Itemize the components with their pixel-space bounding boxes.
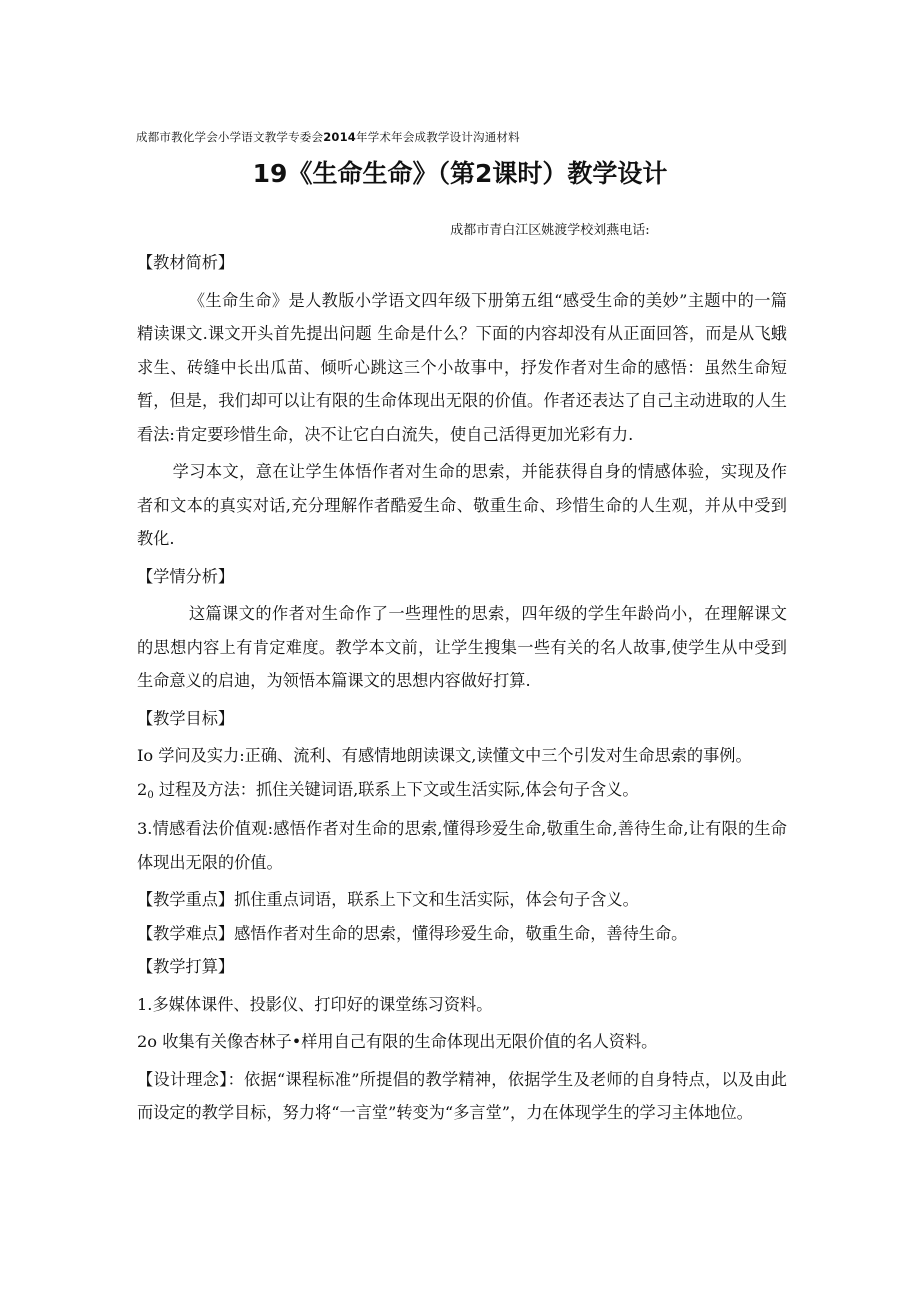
difficulty-line <box>137 917 787 951</box>
heading-objectives: 【教学目标】 <box>137 708 235 728</box>
preparation-item-2: 2o 收集有关像杏林子•样用自己有限的生命体现出无限价值的名人资料。 <box>137 1032 658 1051</box>
heading-student-analysis: 【学情分析】 <box>137 566 235 586</box>
document-title: 19《生命生命》（第2课时）教学设计 <box>252 159 668 188</box>
author-line: 成都市青白江区姚渡学校刘燕电话: <box>450 223 650 238</box>
textbook-analysis-paragraph-2: 学习本文，意在让学生体悟作者对生命的思索，并能获得自身的情感体验，实现及作者和文本的真实对话,充分理解作者酷爱生命、敬重生命、珍惜生命的人生观，并从中受到教化. <box>137 462 787 548</box>
preparation-item-1: 1.多媒体课件、投影仪、打印好的课堂练习资料。 <box>137 994 493 1014</box>
header-note-prefix: 成都市教化学会小学语文教学专委会 <box>136 130 324 144</box>
objective-item-1 <box>137 739 787 773</box>
key-point-text: 抓住重点词语，联系上下文和生活实际，体会句子含义。 <box>234 890 639 909</box>
objective-item-2-text: 过程及方法：抓住关键词语,联系上下文或生活实际,体会句子含义。 <box>153 779 639 799</box>
header-note-year: 2014 <box>323 130 357 144</box>
design-concept-text: ：依据“课程标准”所提倡的教学精神，依据学生及老师的自身特点，以及由此而设定的教学目标，努力将“一言堂”转变为“多言堂”，力在体现学生的学习主体地位。 <box>137 1069 787 1122</box>
heading-difficulty: 【教学难点】 <box>137 923 235 943</box>
objective-item-1-text: 学问及实力:正确、流利、有感情地朗读课文,读懂文中三个引发对生命思索的事例。 <box>153 746 752 765</box>
objective-item-2-subscript: 0 <box>147 789 154 801</box>
difficulty-text: 感悟作者对生命的思索，懂得珍爱生命，敬重生命，善待生命。 <box>234 923 688 943</box>
heading-design-concept: 【设计理念】 <box>137 1069 228 1089</box>
student-analysis-paragraph: 这篇课文的作者对生命作了一些理性的思索，四年级的学生年龄尚小，在理解课文的思想内容上有肯定难度。教学本文前，让学生搜集一些有关的名人故事,使学生从中受到生命意义的启迪，为领悟本篇课文的思想内容做好打算. <box>137 604 787 690</box>
heading-textbook-analysis: 【教材简析】 <box>137 253 235 272</box>
objective-item-2-number: 2 <box>137 779 148 799</box>
document-body <box>137 246 787 1130</box>
textbook-analysis-paragraph-1: 《生命生命》是人教版小学语文四年级下册第五组“感受生命的美妙”主题中的一篇精读课文.课文开头首先提出问题 生命是什么？下面的内容却没有从正面回答，而是从飞蛾求生、砖缝中长出瓜苗、倾听心跳这三个小故事中，抒发作者对生命的感悟：虽然生命短暂，但是，我们却可以让有限的生命体现出无限的价值。作者还表达了自己主动进取的人生看法:肯定要珍惜生命，决不让它白白流失，使自己活得更加光彩有力. <box>137 290 787 444</box>
heading-preparation: 【教学打算】 <box>137 957 235 976</box>
design-concept-paragraph <box>137 1063 787 1130</box>
objective-item-3: 3.情感看法价值观:感悟作者对生命的思索,懂得珍爱生命,敬重生命,善待生命,让有限的生命体现出无限的价值。 <box>137 819 787 872</box>
objective-item-1-number: Io <box>137 746 154 765</box>
header-note <box>136 129 520 145</box>
header-note-suffix: 年学术年会成教学设计沟通材料 <box>356 130 520 144</box>
key-point-line <box>137 883 787 917</box>
heading-key-point: 【教学重点】 <box>137 890 235 909</box>
objective-item-2 <box>137 773 787 813</box>
